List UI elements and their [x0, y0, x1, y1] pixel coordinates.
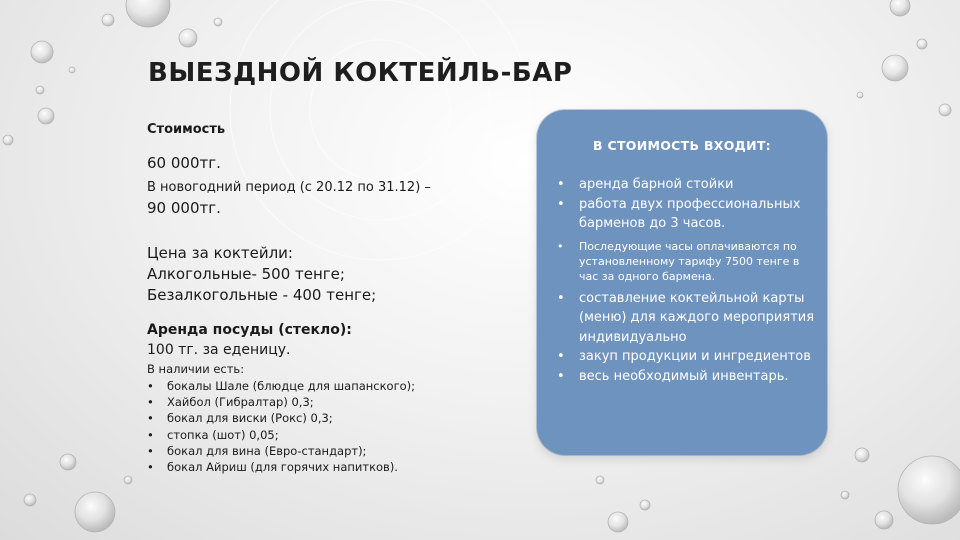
list-item: • стопка (шот) 0,05;	[147, 427, 279, 442]
list-item: • составление коктейльной карты (меню) для каждого мероприятия индивидуально	[557, 290, 815, 345]
list-item: • Последующие часы оплачиваются по установленному тарифу 7500 тенге в час за одного бармена.	[557, 239, 800, 283]
bullet-icon: •	[147, 427, 154, 442]
main-price: 60 000тг.	[147, 154, 221, 172]
non-alcoholic-price: Безалкогольные - 400 тенге;	[147, 286, 377, 304]
included-list	[557, 175, 817, 386]
list-item: • бокал для вина (Евро-стандарт);	[147, 443, 367, 458]
cost-label: Стоимость	[147, 122, 226, 137]
bullet-icon: •	[557, 196, 565, 212]
bullet-icon: •	[147, 443, 154, 458]
list-item: • аренда барной стойки	[557, 175, 817, 195]
list-item: • бокал Айриш (для горячих напитков).	[147, 460, 398, 475]
new-year-period-note: В новогодний период (с 20.12 по 31.12) –	[147, 180, 431, 195]
bullet-icon: •	[557, 349, 565, 364]
bullet-icon: •	[147, 411, 154, 426]
list-item: • бокалы Шале (блюдце для шапанского);	[147, 379, 416, 393]
dishware-stock-label: В наличии есть:	[147, 362, 245, 376]
bullet-icon: •	[557, 239, 564, 253]
included-heading: В СТОИМОСТЬ ВХОДИТ:	[593, 138, 771, 153]
included-services-panel	[537, 110, 827, 455]
dishware-rental-price: 100 тг. за еденицу.	[147, 342, 291, 358]
new-year-price: 90 000тг.	[147, 199, 221, 217]
alcoholic-price: Алкогольные- 500 тенге;	[147, 265, 345, 283]
list-item: • Хайбол (Гибралтар) 0,3;	[147, 395, 314, 410]
list-item: • закуп продукции и ингредиентов	[557, 347, 817, 367]
cocktail-prices	[147, 243, 376, 306]
list-item: • весь необходимый инвентарь.	[557, 367, 817, 387]
dishware-list	[147, 378, 415, 475]
list-item: • бокал для виски (Рокс) 0,3;	[147, 411, 333, 426]
bullet-icon: •	[147, 379, 154, 393]
bullet-icon: •	[147, 460, 154, 475]
bullet-icon: •	[557, 368, 565, 384]
bullet-icon: •	[557, 290, 565, 306]
bullet-icon: •	[557, 177, 565, 192]
slide-title: ВЫЕЗДНОЙ КОКТЕЙЛЬ-БАР	[148, 58, 573, 88]
cocktail-prices-heading: Цена за коктейли:	[147, 244, 293, 262]
bullet-icon: •	[147, 395, 154, 410]
dishware-rental-heading: Аренда посуды (стекло):	[147, 322, 352, 338]
list-item: • работа двух профессиональных барменов до 3 часов.	[557, 196, 801, 231]
